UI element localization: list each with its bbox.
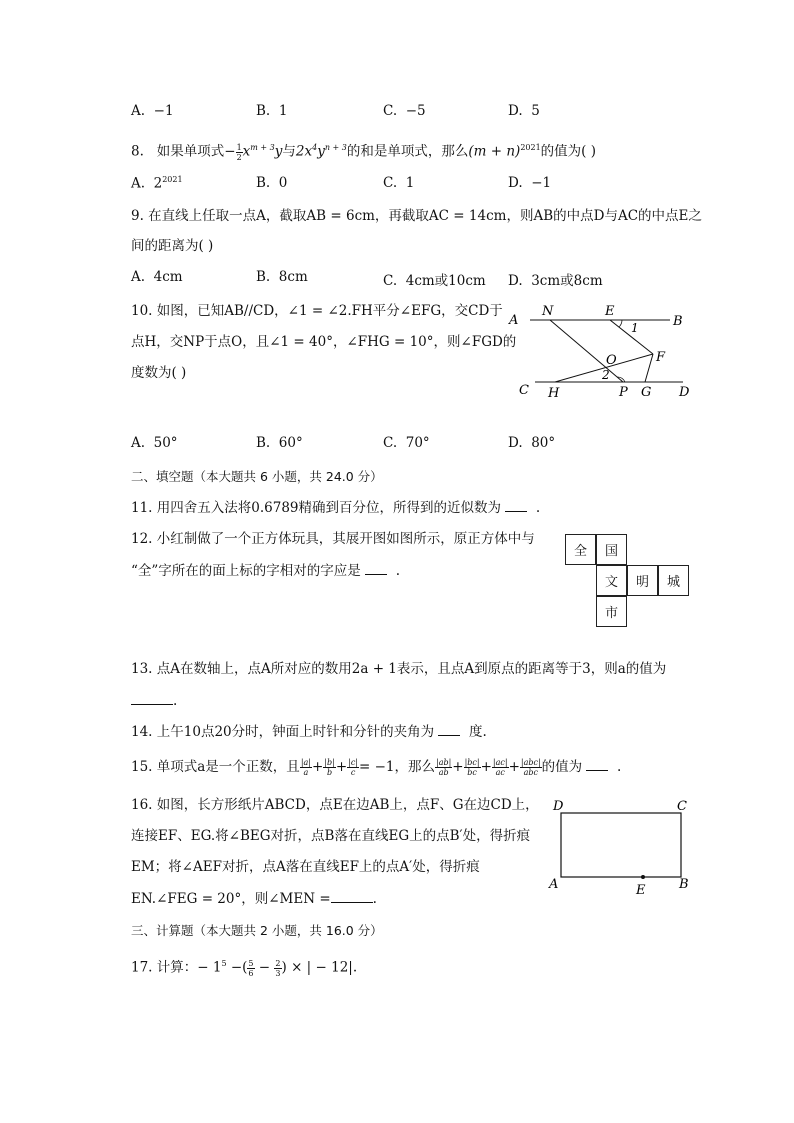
frac-den: b: [326, 768, 333, 777]
q8-option-b: B. 0: [256, 175, 288, 191]
option-value: −5: [405, 103, 426, 119]
q15-tail: 的值为: [541, 759, 583, 775]
label-e: E: [636, 883, 646, 898]
label-d: D: [679, 385, 690, 400]
answer-blank: [438, 735, 460, 736]
option-value: 70°: [405, 435, 430, 451]
label-angle-2: 2: [602, 368, 610, 382]
q16-figure: [545, 796, 695, 898]
q10-figure: [505, 298, 700, 404]
frac-den: bc: [467, 768, 477, 777]
frac-num: 2: [275, 958, 281, 968]
label-n: N: [542, 304, 554, 319]
q17-start: 17. 计算：− 1: [131, 959, 222, 976]
q13-end: .: [173, 693, 178, 709]
q8-neg: −: [224, 143, 236, 160]
plus: +: [508, 759, 520, 775]
q10-option-b: B. 60°: [256, 435, 303, 451]
plus: +: [335, 759, 348, 775]
frac-den: 3: [275, 968, 281, 978]
question-14: [131, 723, 487, 741]
question-12-line2: [131, 562, 400, 580]
q8-mono1-exp: m + 3: [250, 143, 275, 152]
label-c: C: [677, 799, 687, 814]
q8-text-part3: 的值为( ): [540, 143, 596, 160]
q7-option-c: [383, 103, 426, 119]
question-16-line2: 连接EF、EG.将∠BEG对折，点B落在直线EG上的点B′处，得折痕: [131, 828, 531, 844]
frac: [492, 758, 509, 777]
rectangle-abcd: [561, 813, 681, 877]
point-e: [641, 875, 645, 879]
q16-end: .: [372, 891, 377, 907]
label-p: P: [619, 385, 628, 400]
option-value: 2: [153, 175, 163, 192]
label-g: G: [641, 385, 652, 400]
label-o: O: [606, 353, 617, 368]
option-value: 1: [405, 175, 415, 191]
section-2-heading: 二、填空题（本大题共 6 小题，共 24.0 分）: [131, 469, 383, 484]
q12-end: .: [395, 563, 400, 579]
q8-mid: 与: [282, 143, 296, 160]
frac-den: a: [303, 768, 309, 777]
answer-blank: [365, 574, 387, 575]
option-value: 5: [531, 103, 540, 119]
q9-option-a: A. 4cm: [131, 269, 183, 285]
q8-text-part1: 如果单项式: [156, 143, 225, 160]
net-cell: 文: [596, 565, 627, 596]
net-cell: 全: [565, 534, 596, 565]
answer-blank: [331, 902, 373, 903]
q8-mono2-y: y: [317, 143, 325, 160]
q10-option-d: D. 80°: [508, 435, 556, 451]
option-value: 50°: [153, 435, 178, 451]
option-value: 60°: [278, 435, 303, 451]
net-cell: 市: [596, 596, 627, 627]
question-9-line2: 间的距离为( ): [131, 238, 214, 254]
label-h: H: [548, 386, 560, 401]
question-16-line1: 16. 如图，长方形纸片ABCD，点E在边AB上，点F、G在边CD上，: [131, 797, 539, 813]
frac-num: 1: [236, 142, 242, 152]
option-exp: 2021: [162, 175, 183, 184]
option-letter: C.: [383, 103, 398, 119]
frac: [435, 758, 452, 777]
q8-option-c: C. 1: [383, 175, 415, 191]
line-fg: [645, 354, 653, 382]
net-cell: 国: [596, 534, 627, 565]
label-angle-1: 1: [631, 321, 639, 335]
q14-text: 14. 上午10点20分时，钟面上时针和分针的夹角为: [131, 724, 435, 740]
option-value: 80°: [531, 435, 556, 451]
frac-num: |bc|: [464, 758, 480, 767]
question-16-line3: EM；将∠AEF对折，点A落在直线EF上的点A′处，得折痕: [131, 859, 480, 875]
option-value: 1: [278, 103, 288, 119]
frac: [247, 959, 254, 978]
frac: [274, 959, 281, 978]
q8-expr: (m + n): [468, 143, 521, 160]
label-b: B: [673, 314, 683, 329]
question-10-line2: 点H，交NP于点O，且∠1 = 40°，∠FHG = 10°，则∠FGD的: [131, 334, 517, 350]
plus: +: [480, 759, 492, 775]
q17-tail: ) × | − 12|.: [281, 959, 358, 976]
frac-num: |ac|: [492, 758, 508, 767]
q8-mono2: 2x: [295, 143, 313, 160]
q14-end: 度.: [469, 724, 487, 740]
frac: [300, 758, 312, 777]
option-letter: A.: [131, 103, 146, 119]
question-17: [131, 955, 357, 978]
frac-num: |a|: [300, 758, 311, 767]
q9-option-b: B. 8cm: [256, 269, 308, 285]
q8-mono1-y: y: [274, 143, 283, 160]
option-letter: B.: [256, 103, 271, 119]
answer-blank: [505, 511, 527, 512]
q10-option-a: A. 50°: [131, 435, 178, 451]
q10-option-c: C. 70°: [383, 435, 430, 451]
section-3-heading: 三、计算题（本大题共 2 小题，共 16.0 分）: [131, 923, 383, 938]
q15-start: 15. 单项式a是一个正数，且: [131, 759, 300, 775]
label-c: C: [519, 383, 529, 398]
q12-text: “全”字所在的面上标的字相对的字应是: [131, 563, 361, 579]
label-a: A: [509, 313, 519, 328]
frac: [347, 758, 359, 777]
option-value: 8cm: [278, 269, 308, 285]
q8-mono2-yexp: n + 3: [324, 143, 347, 152]
q9-option-c: C. 4cm或10cm: [383, 273, 486, 289]
label-e: E: [605, 304, 615, 319]
frac-num: |ab|: [436, 758, 452, 767]
question-12-line1: 12. 小红制做了一个正方体玩具，其展开图如图所示，原正方体中与: [131, 531, 535, 547]
option-value: −1: [153, 103, 174, 119]
frac-num: 5: [248, 958, 254, 968]
q7-option-d: [508, 103, 540, 119]
question-9-line1: 9. 在直线上任取一点A，截取AB = 6cm，再截取AC = 14cm，则AB的中点D与AC的中点E之: [131, 208, 702, 224]
label-b: B: [679, 877, 689, 892]
frac-den: c: [350, 768, 356, 777]
question-8: [131, 139, 596, 162]
minus: −: [254, 959, 275, 976]
frac-den: ab: [438, 768, 449, 777]
plus: +: [452, 759, 464, 775]
option-value: 4cm: [153, 269, 183, 285]
frac: [520, 758, 542, 777]
frac-den: 2: [236, 152, 242, 162]
question-13-line2: [131, 692, 177, 710]
label-a: A: [549, 877, 559, 892]
q15-eq: = −1，那么: [359, 759, 436, 775]
q8-option-d: D. −1: [508, 175, 552, 191]
question-10-line3: 度数为( ): [131, 365, 187, 381]
question-15: [131, 758, 621, 777]
option-value: 3cm或8cm: [531, 273, 603, 289]
q7-option-a: [131, 103, 174, 119]
q8-text-part2: 的和是单项式，那么: [346, 143, 469, 160]
q11-end: .: [535, 500, 541, 516]
q8-mono1: x: [242, 143, 251, 160]
question-10-line1: 10. 如图，已知AB//CD，∠1 = ∠2.FH平分∠EFG，交CD于: [131, 303, 503, 319]
question-11: [131, 499, 540, 517]
q17-exp: 5: [221, 959, 227, 968]
frac-den: 6: [248, 968, 254, 978]
option-value: 4cm或10cm: [405, 273, 486, 289]
q16-text: EN.∠FEG = 20°，则∠MEN =: [131, 891, 331, 907]
label-d: D: [553, 799, 564, 814]
frac-den: ac: [495, 768, 505, 777]
frac-num: |abc|: [520, 758, 541, 767]
q8-mono2-exp: 4: [312, 143, 318, 152]
frac: [323, 758, 336, 777]
answer-blank: [586, 770, 608, 771]
question-number: 8.: [131, 143, 144, 160]
net-cell: 明: [627, 565, 658, 596]
net-cell: 城: [658, 565, 689, 596]
plus: +: [311, 759, 324, 775]
frac-num: |b|: [324, 758, 335, 767]
q11-text: 11. 用四舍五入法将0.6789精确到百分位，所得到的近似数为: [131, 500, 501, 516]
q8-fraction: [236, 143, 243, 162]
q8-option-a: A. $2^{2021}$: [131, 175, 183, 192]
question-13-line1: 13. 点A在数轴上，点A所对应的数用2a + 1表示，且点A到原点的距离等于3，则a的值为: [131, 661, 667, 677]
option-value: 0: [278, 175, 288, 191]
frac-den: abc: [523, 768, 538, 777]
label-f: F: [656, 350, 666, 365]
q7-option-b: [256, 103, 287, 119]
option-value: −1: [531, 175, 552, 191]
angle-1-arc: [619, 320, 622, 327]
q15-end: .: [617, 759, 622, 775]
q9-option-d: D. 3cm或8cm: [508, 273, 603, 289]
option-letter: D.: [508, 103, 523, 119]
q8-expr-exp: 2021: [520, 143, 541, 152]
question-16-line4: [131, 890, 377, 908]
frac: [464, 758, 481, 777]
frac-num: |c|: [348, 758, 358, 767]
q17-mid: −(: [226, 959, 248, 976]
answer-blank: [131, 704, 173, 705]
